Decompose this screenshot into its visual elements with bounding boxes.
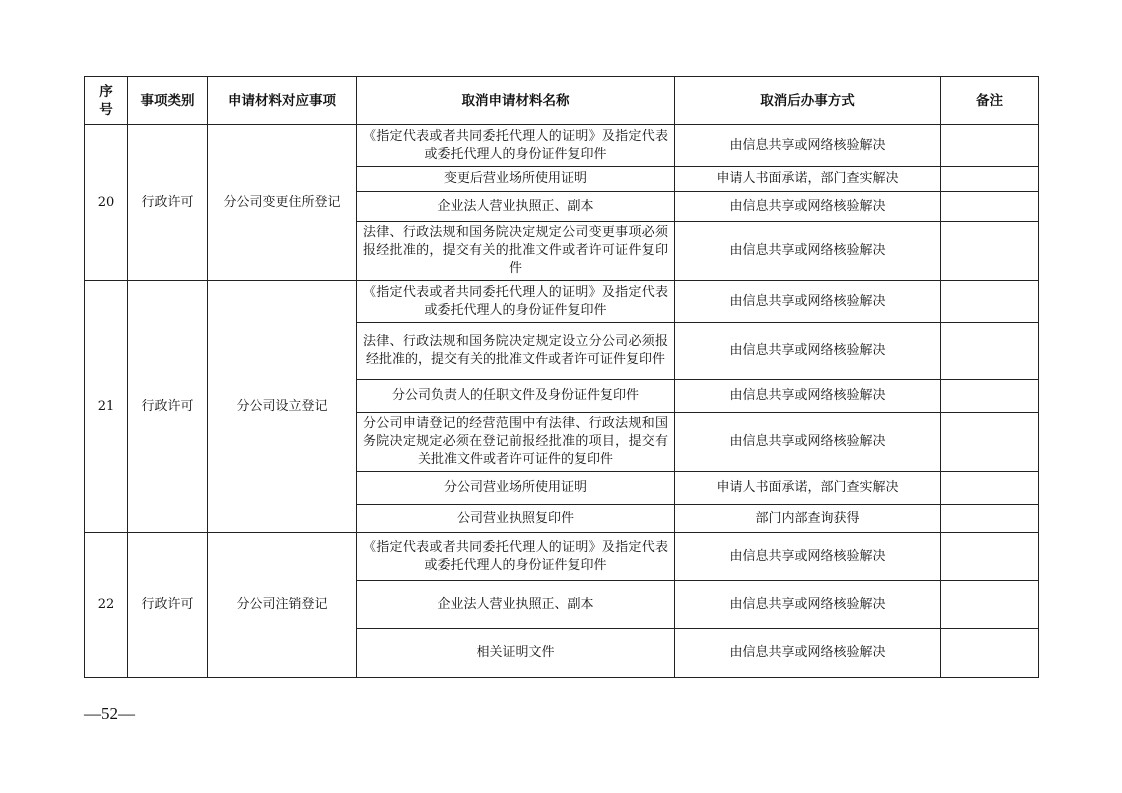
row-material: 企业法人营业执照正、副本 xyxy=(357,581,675,629)
row-matter: 分公司变更住所登记 xyxy=(208,125,357,281)
row-method: 由信息共享或网络核验解决 xyxy=(675,222,941,281)
row-method: 由信息共享或网络核验解决 xyxy=(675,125,941,167)
row-note xyxy=(941,125,1039,167)
header-index: 序号 xyxy=(85,77,128,125)
row-method: 由信息共享或网络核验解决 xyxy=(675,281,941,323)
row-method: 由信息共享或网络核验解决 xyxy=(675,629,941,678)
row-category: 行政许可 xyxy=(128,533,208,678)
header-matter: 申请材料对应事项 xyxy=(208,77,357,125)
header-row xyxy=(85,77,1039,125)
row-note xyxy=(941,281,1039,323)
row-material: 《指定代表或者共同委托代理人的证明》及指定代表或委托代理人的身份证件复印件 xyxy=(357,281,675,323)
row-material: 相关证明文件 xyxy=(357,629,675,678)
row-note xyxy=(941,472,1039,505)
header-category: 事项类别 xyxy=(128,77,208,125)
row-material: 法律、行政法规和国务院决定规定公司变更事项必须报经批准的，提交有关的批准文件或者许可证件复印件 xyxy=(357,222,675,281)
row-material: 企业法人营业执照正、副本 xyxy=(357,192,675,222)
row-method: 由信息共享或网络核验解决 xyxy=(675,533,941,581)
row-index: 20 xyxy=(85,125,128,281)
row-method: 由信息共享或网络核验解决 xyxy=(675,323,941,380)
row-note xyxy=(941,505,1039,533)
row-note xyxy=(941,323,1039,380)
row-method: 由信息共享或网络核验解决 xyxy=(675,413,941,472)
row-material: 法律、行政法规和国务院决定规定设立分公司必须报经批准的，提交有关的批准文件或者许可证件复印件 xyxy=(357,323,675,380)
row-material: 公司营业执照复印件 xyxy=(357,505,675,533)
row-note xyxy=(941,380,1039,413)
row-note xyxy=(941,533,1039,581)
row-material: 分公司负责人的任职文件及身份证件复印件 xyxy=(357,380,675,413)
table-row xyxy=(85,533,1039,581)
row-method: 申请人书面承诺，部门查实解决 xyxy=(675,472,941,505)
row-method: 部门内部查询获得 xyxy=(675,505,941,533)
row-note xyxy=(941,413,1039,472)
row-note xyxy=(941,222,1039,281)
row-category: 行政许可 xyxy=(128,125,208,281)
row-material: 分公司营业场所使用证明 xyxy=(357,472,675,505)
table-row xyxy=(85,125,1039,167)
row-material: 《指定代表或者共同委托代理人的证明》及指定代表或委托代理人的身份证件复印件 xyxy=(357,533,675,581)
row-category: 行政许可 xyxy=(128,281,208,533)
cancelled-materials-table xyxy=(84,76,1039,678)
row-index: 22 xyxy=(85,533,128,678)
row-note xyxy=(941,192,1039,222)
row-matter: 分公司设立登记 xyxy=(208,281,357,533)
row-material: 变更后营业场所使用证明 xyxy=(357,167,675,192)
row-material: 《指定代表或者共同委托代理人的证明》及指定代表或委托代理人的身份证件复印件 xyxy=(357,125,675,167)
row-note xyxy=(941,581,1039,629)
row-method: 申请人书面承诺，部门查实解决 xyxy=(675,167,941,192)
row-index: 21 xyxy=(85,281,128,533)
row-material: 分公司申请登记的经营范围中有法律、行政法规和国务院决定规定必须在登记前报经批准的项目，提交有关批准文件或者许可证件的复印件 xyxy=(357,413,675,472)
row-method: 由信息共享或网络核验解决 xyxy=(675,380,941,413)
table-row xyxy=(85,281,1039,323)
header-material: 取消申请材料名称 xyxy=(357,77,675,125)
header-method: 取消后办事方式 xyxy=(675,77,941,125)
row-method: 由信息共享或网络核验解决 xyxy=(675,192,941,222)
page-number: —52— xyxy=(84,704,135,723)
header-note: 备注 xyxy=(941,77,1039,125)
row-note xyxy=(941,167,1039,192)
row-method: 由信息共享或网络核验解决 xyxy=(675,581,941,629)
row-note xyxy=(941,629,1039,678)
row-matter: 分公司注销登记 xyxy=(208,533,357,678)
